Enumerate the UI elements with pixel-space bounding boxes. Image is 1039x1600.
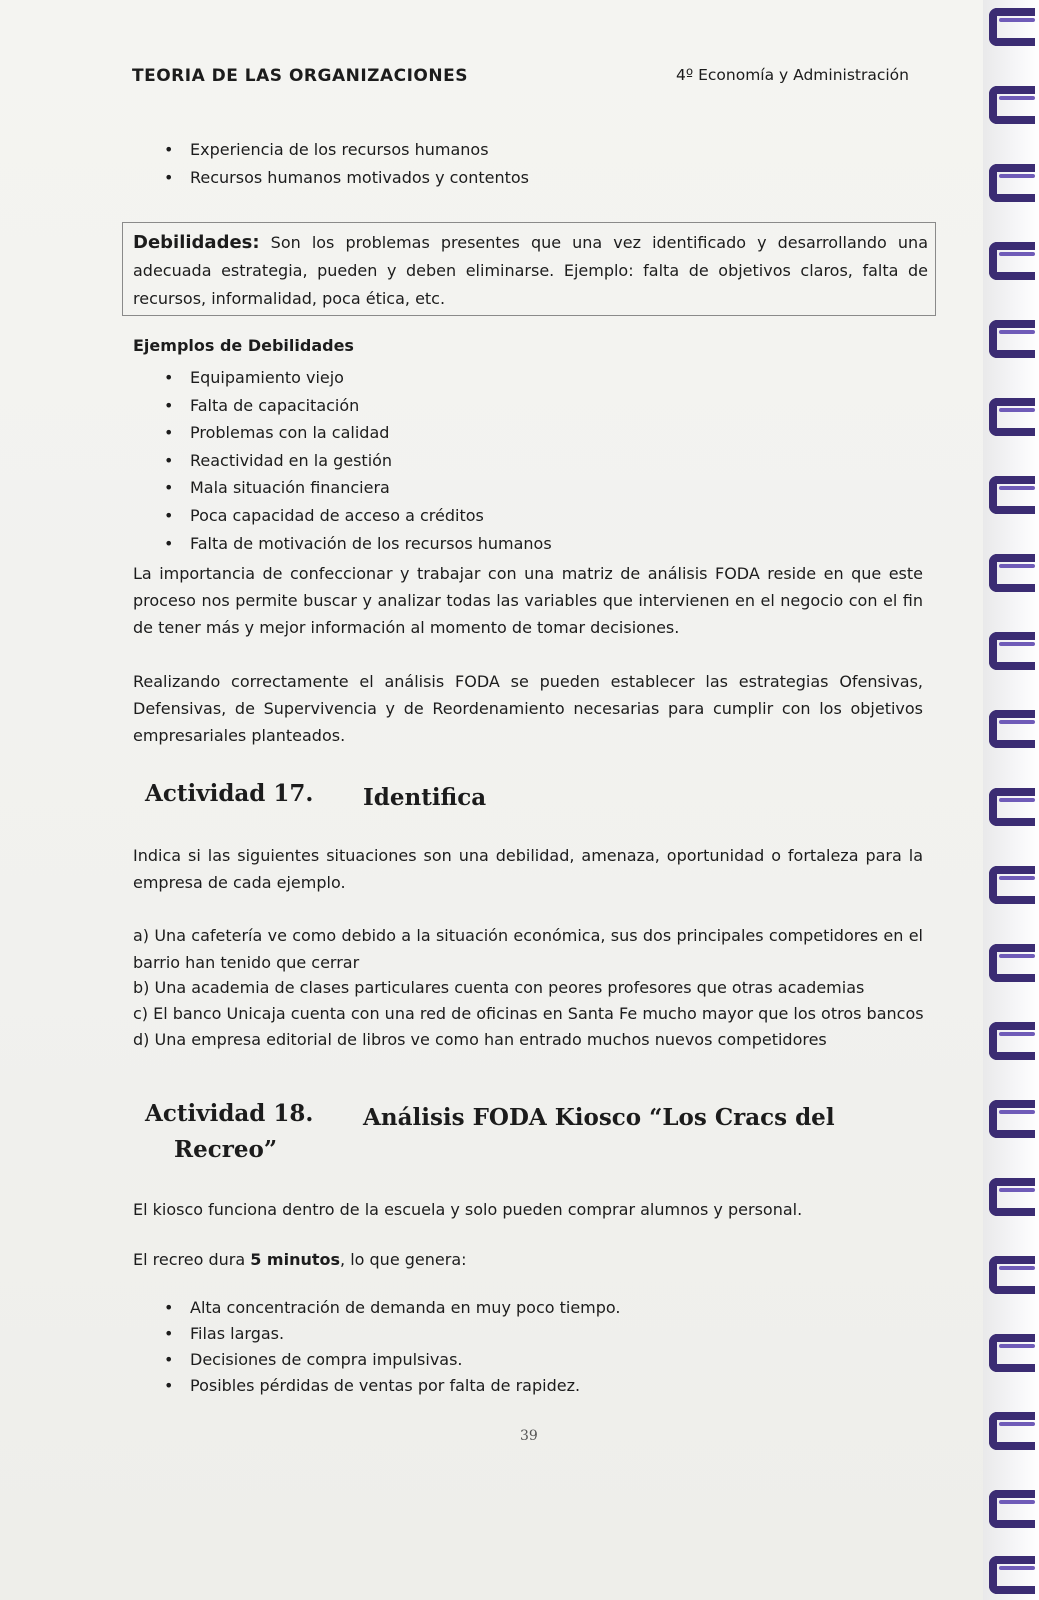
spiral-coil: [989, 710, 1035, 748]
activity-17-item: c) El banco Unicaja cuenta con una red de oficinas en Santa Fe mucho mayor que los otros bancos: [133, 1004, 924, 1023]
paragraph: La importancia de confeccionar y trabajar con una matriz de análisis FODA reside en que este proceso nos permite buscar y analizar todas las variables que intervienen en el negocio con el fin de tener más y mejor información al momento de tomar decisiones.: [133, 564, 923, 637]
spiral-coil: [989, 476, 1035, 514]
activity-17-item: b) Una academia de clases particulares cuenta con peores profesores que otras academias: [133, 978, 865, 997]
spiral-coil: [989, 554, 1035, 592]
examples-heading: Ejemplos de Debilidades: [133, 336, 354, 355]
bullet-dot: •: [164, 506, 174, 525]
bullet-dot: •: [164, 168, 174, 187]
definition-term: Debilidades:: [133, 232, 260, 253]
recess-duration: [133, 1246, 467, 1273]
list-item: Posibles pérdidas de ventas por falta de rapidez.: [190, 1376, 581, 1395]
spiral-coil: [989, 788, 1035, 826]
activity-17-number: Actividad 17.: [145, 780, 314, 807]
recess-suffix: , lo que genera:: [340, 1250, 467, 1269]
bullet-dot: •: [164, 1350, 174, 1369]
spiral-coil: [989, 164, 1035, 202]
bullet-dot: •: [164, 534, 174, 553]
spiral-coil: [989, 398, 1035, 436]
definition-body: Son los problemas presentes que una vez identificado y desarrollando una adecuada estrategia, pueden y deben eliminarse. Ejemplo: falta de objetivos claros, falta de recursos, informalidad, poca ética, etc.: [133, 233, 929, 308]
activity-17-title: Identifica: [363, 784, 487, 811]
spiral-coil: [989, 1490, 1035, 1528]
activity-18-title-continued: Recreo”: [174, 1136, 278, 1163]
list-item: Equipamiento viejo: [190, 368, 344, 387]
list-item: Decisiones de compra impulsivas.: [190, 1350, 463, 1369]
bullet-dot: •: [164, 140, 174, 159]
list-item: Falta de capacitación: [190, 396, 360, 415]
activity-17-instructions: Indica si las siguientes situaciones son una debilidad, amenaza, oportunidad o fortaleza para la empresa de cada ejemplo.: [133, 846, 923, 892]
spiral-coil: [989, 86, 1035, 124]
list-item: Falta de motivación de los recursos humanos: [190, 534, 552, 553]
list-item: Recursos humanos motivados y contentos: [190, 168, 529, 187]
definition-box: [122, 222, 936, 316]
spiral-coil: [989, 1556, 1035, 1594]
activity-18-number: Actividad 18.: [145, 1100, 314, 1127]
header-course: 4º Economía y Administración: [676, 66, 909, 84]
activity-17-item: d) Una empresa editorial de libros ve como han entrado muchos nuevos competidores: [133, 1030, 827, 1049]
list-item: Poca capacidad de acceso a créditos: [190, 506, 484, 525]
spiral-coil: [989, 866, 1035, 904]
bullet-dot: •: [164, 1324, 174, 1343]
spiral-coil: [989, 1412, 1035, 1450]
spiral-coil: [989, 242, 1035, 280]
list-item: Problemas con la calidad: [190, 423, 390, 442]
list-item: Reactividad en la gestión: [190, 451, 393, 470]
page-number: 39: [520, 1428, 538, 1444]
spiral-coil: [989, 1334, 1035, 1372]
spiral-coil: [989, 1100, 1035, 1138]
bullet-dot: •: [164, 1376, 174, 1395]
spiral-coil: [989, 632, 1035, 670]
spiral-coil: [989, 320, 1035, 358]
bullet-dot: •: [164, 423, 174, 442]
spiral-coil: [989, 8, 1035, 46]
spiral-coil: [989, 944, 1035, 982]
recess-prefix: El recreo dura: [133, 1250, 251, 1269]
bullet-dot: •: [164, 478, 174, 497]
definition-text: [133, 229, 928, 313]
spiral-coil: [989, 1178, 1035, 1216]
activity-17-item: a) Una cafetería ve como debido a la situación económica, sus dos principales competidores en el barrio han tenido que cerrar: [133, 926, 923, 972]
list-item: Experiencia de los recursos humanos: [190, 140, 489, 159]
bullet-dot: •: [164, 368, 174, 387]
bullet-dot: •: [164, 451, 174, 470]
header-title: TEORIA DE LAS ORGANIZACIONES: [132, 66, 468, 86]
paragraph: Realizando correctamente el análisis FODA se pueden establecer las estrategias Ofensivas, Defensivas, de Supervivencia y de Reordenamiento necesarias para cumplir con los objetivos empresariales planteados.: [133, 672, 923, 745]
list-item: Filas largas.: [190, 1324, 285, 1343]
spiral-coil: [989, 1256, 1035, 1294]
spiral-binding: [983, 0, 1039, 1600]
recess-bold: 5 minutos: [250, 1250, 341, 1269]
activity-18-intro: El kiosco funciona dentro de la escuela y solo pueden comprar alumnos y personal.: [133, 1200, 803, 1219]
bullet-dot: •: [164, 396, 174, 415]
bullet-dot: •: [164, 1298, 174, 1317]
list-item: Alta concentración de demanda en muy poco tiempo.: [190, 1298, 621, 1317]
list-item: Mala situación financiera: [190, 478, 390, 497]
activity-18-title: Análisis FODA Kiosco “Los Cracs del: [363, 1104, 835, 1131]
spiral-coil: [989, 1022, 1035, 1060]
